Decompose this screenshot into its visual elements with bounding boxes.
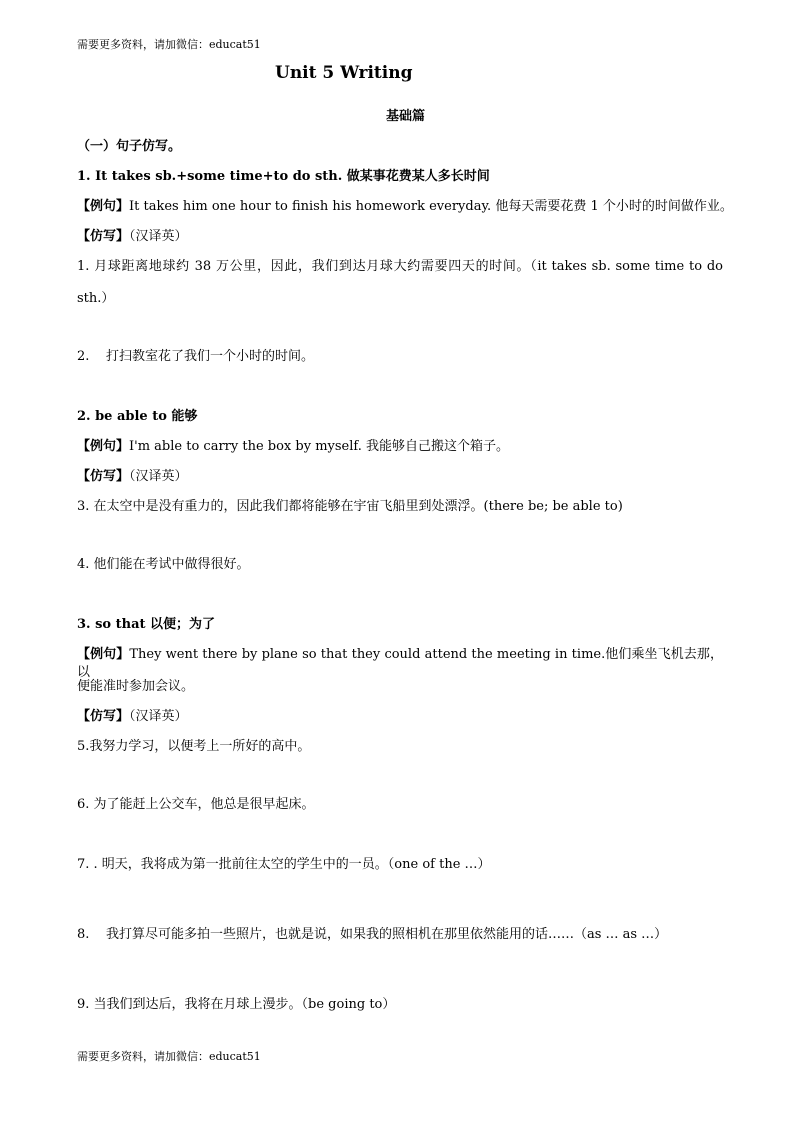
practice-tag: 【仿写】 (77, 469, 130, 484)
point2-example (77, 438, 509, 456)
question-1-line1: 1. 月球距离地球约 38 万公里，因此，我们到达月球大约需要四天的时间。（it takes sb. some time to do (77, 259, 723, 274)
example-tag: 【例句】 (77, 439, 130, 454)
point1-heading: 1. It takes sb.+some time+to do sth. 做某事花费某人多长时间 (77, 169, 490, 184)
question-8 (77, 926, 667, 944)
page-title: Unit 5 Writing (275, 63, 413, 83)
question-5: 5.我努力学习，以便考上一所好的高中。 (77, 739, 311, 754)
page-header: 需要更多资料，请加微信：educat51 (77, 38, 261, 51)
example-tag: 【例句】 (77, 199, 130, 214)
example-tag: 【例句】 (77, 647, 130, 662)
section-heading: （一）句子仿写。 (77, 139, 182, 154)
point3-example-line2: 便能准时参加会议。 (77, 679, 195, 694)
practice-note: （汉译英） (129, 229, 188, 244)
practice-tag: 【仿写】 (77, 709, 130, 724)
question-4: 4. 他们能在考试中做得很好。 (77, 557, 250, 572)
question-number: 2. (77, 349, 90, 364)
point3-heading: 3. so that 以便；为了 (77, 617, 216, 632)
question-1-line2: sth.） (77, 291, 115, 306)
practice-note: （汉译英） (129, 709, 188, 724)
question-number: 8. (77, 927, 90, 942)
practice-note: （汉译英） (129, 469, 188, 484)
question-7: 7. . 明天，我将成为第一批前往太空的学生中的一员。（one of the …） (77, 857, 491, 872)
question-6: 6. 为了能赶上公交车，他总是很早起床。 (77, 797, 315, 812)
point3-practice-label (77, 708, 188, 726)
point1-example (77, 198, 733, 216)
point3-example-line1 (77, 646, 723, 682)
question-3: 3. 在太空中是没有重力的，因此我们都将能够在宇宙飞船里到处漂浮。(there be; be able to) (77, 499, 623, 514)
point2-heading: 2. be able to 能够 (77, 409, 198, 424)
example-text: I'm able to carry the box by myself. 我能够自己搬这个箱子。 (129, 439, 509, 454)
point2-practice-label (77, 468, 188, 486)
practice-tag: 【仿写】 (77, 229, 130, 244)
point1-practice-label (77, 228, 188, 246)
page-footer: 需要更多资料，请加微信：educat51 (77, 1050, 261, 1063)
example-text: It takes him one hour to finish his homework everyday. 他每天需要花费 1 个小时的时间做作业。 (129, 199, 733, 214)
example-text: They went there by plane so that they could attend the meeting in time.他们乘坐飞机去那，以 (77, 647, 723, 680)
question-2 (77, 348, 314, 366)
question-text: 打扫教室花了我们一个小时的时间。 (105, 349, 314, 364)
page-subtitle: 基础篇 (386, 109, 426, 124)
question-text: 我打算尽可能多拍一些照片，也就是说，如果我的照相机在那里依然能用的话……（as … as …） (105, 927, 668, 942)
question-9: 9. 当我们到达后，我将在月球上漫步。（be going to） (77, 997, 396, 1012)
